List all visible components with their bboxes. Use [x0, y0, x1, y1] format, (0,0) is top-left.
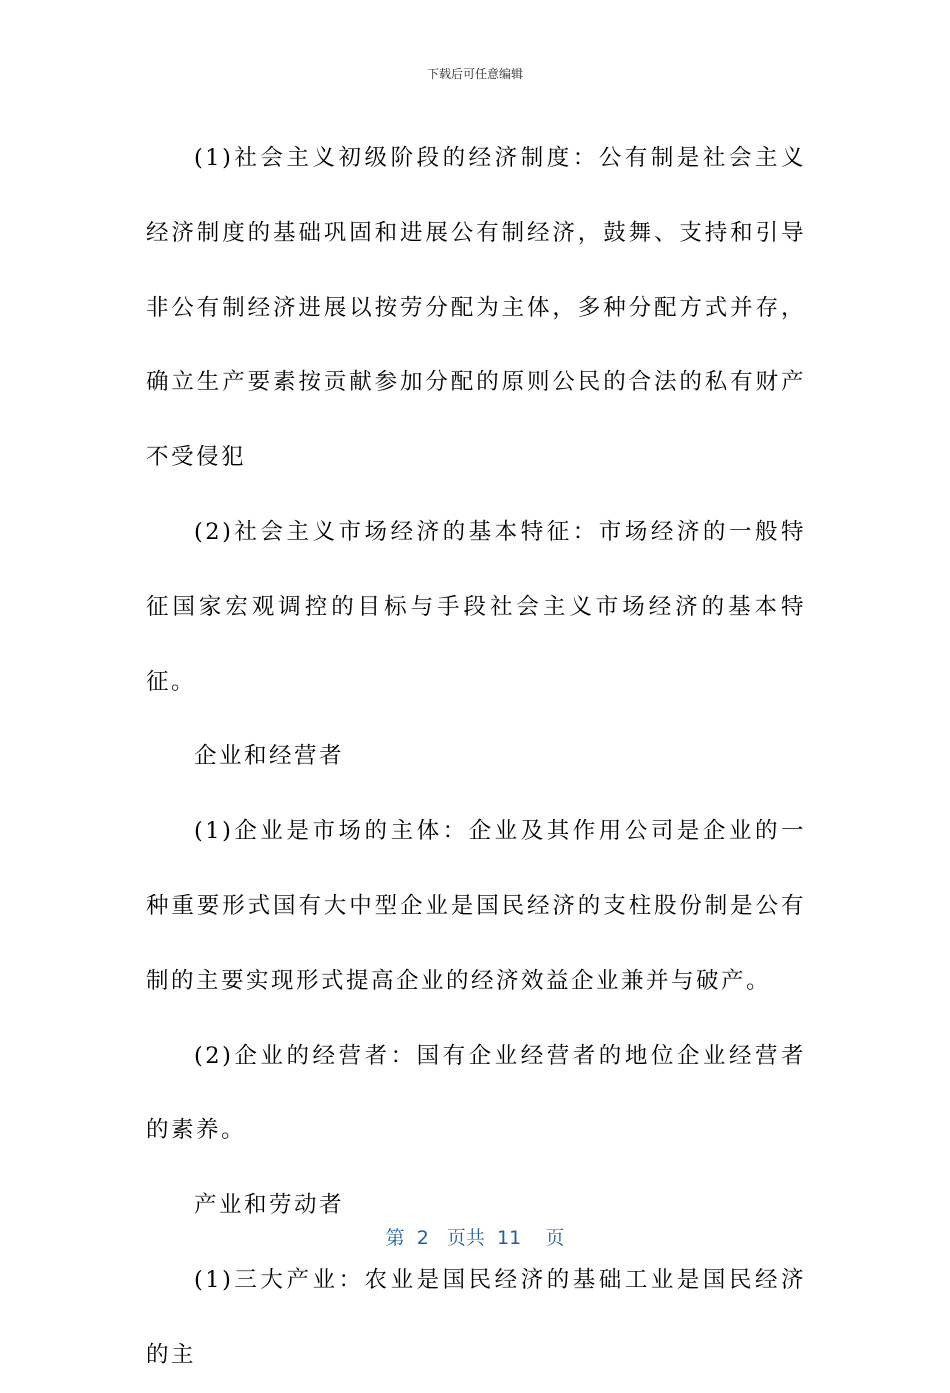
paragraph-economic-system: (1)社会主义初级阶段的经济制度：公有制是社会主义经济制度的基础巩固和进展公有制经济，鼓舞、支持和引导非公有制经济进展以按劳分配为主体，多种分配方式并存，确立生产要素按贡献参加分配的原则公民的合法的私有财产不受侵犯: [146, 145, 806, 471]
page-current: 2: [416, 1227, 429, 1249]
paragraph-three-industries: (1)三大产业：农业是国民经济的基础工业是国民经济的主: [146, 1266, 806, 1368]
paragraph-enterprise-subject: (1)企业是市场的主体：企业及其作用公司是企业的一种重要形式国有大中型企业是国民经济的支柱股份制是公有制的主要实现形式提高企业的经济效益企业兼并与破产。: [146, 818, 806, 994]
section-heading-enterprise: 企业和经营者: [194, 743, 345, 770]
paragraph-market-economy: (2)社会主义市场经济的基本特征：市场经济的一般特征国家宏观调控的目标与手段社会主义市场经济的基本特征。: [146, 518, 806, 695]
page-total: 11: [497, 1227, 522, 1249]
page-prefix: 第: [385, 1227, 405, 1249]
page-middle: 页共: [446, 1227, 485, 1249]
page-suffix: 页: [545, 1227, 565, 1249]
page-header-note: 下载后可任意编辑: [426, 67, 523, 81]
page-number-footer: [0, 1226, 950, 1250]
document-body: [146, 121, 806, 1393]
paragraph-enterprise-operator: (2)企业的经营者：国有企业经营者的地位企业经营者的素养。: [146, 1042, 806, 1144]
section-heading-industry: 产业和劳动者: [194, 1192, 345, 1219]
